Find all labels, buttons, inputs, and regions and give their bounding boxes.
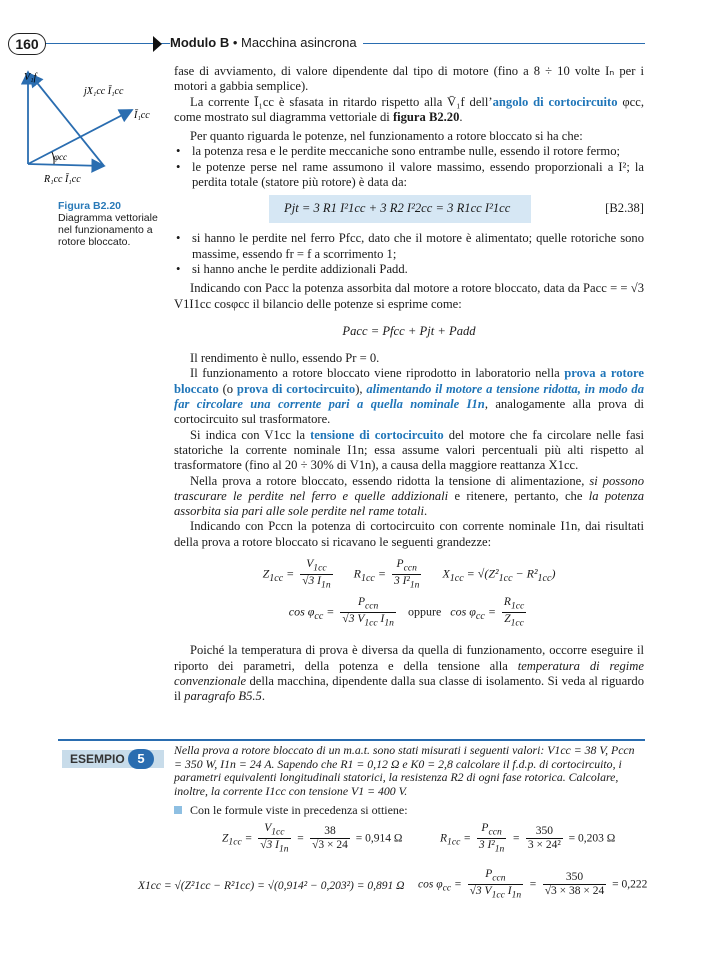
solution-intro: Con le formule viste in precedenza si ottiene: (174, 803, 408, 818)
list-item: • si hanno anche le perdite addizionali Padd. (174, 262, 644, 277)
label-jx: jX₁cc Ī₁cc (84, 86, 124, 97)
paragraph: fase di avviamento, di valore dipendente dal tipo di motore (fino a 8 ÷ 10 volte Iₙ per i motori a gabbia semplice). (174, 64, 644, 94)
paragraph: La corrente Ī₁cc è sfasata in ritardo rispetto alla V̄₁f dell’angolo di cortocircuito φcc, come mostrato sul diagramma vettoriale di figura B2.20. (174, 94, 644, 124)
paragraph: Indicando con Pacc la potenza assorbita dal motore a rotore bloccato, data da Pacc = = √3 V1I1cc cosφcc il bilancio delle potenze si esprime come: (174, 281, 644, 311)
equation: Pjt = 3 R1 I²1cc + 3 R2 I²2cc = 3 R1cc I²1cc (284, 201, 511, 216)
bullet-list (174, 144, 644, 190)
example-rule (58, 739, 645, 741)
header-arrow-icon (153, 36, 162, 52)
example-number: 5 (128, 749, 154, 769)
label-i: Ī₁cc (134, 110, 150, 121)
paragraph: Poiché la temperatura di prova è diversa da quella di funzionamento, occorre eseguire il riporto dei parametri, della potenza e della tensione alla temperatura di regime convenzionale della macchina, dipendente dalla sua classe di isolamento. Si veda al riguardo il paragrafo B5.5. (174, 643, 644, 704)
label-v: V₁f (24, 72, 37, 83)
list-item: • si hanno le perdite nel ferro Pfcc, dato che il motore è alimentato; quelle rotoriche sono massime, essendo fr = f a scorrimento 1; (174, 231, 644, 262)
paragraph: Indicando con Pccn la potenza di cortocircuito con corrente nominale I1n, dai risultati della prova a rotore bloccato si ricavano le seguenti grandezze: (174, 519, 644, 549)
paragraph: Si indica con V1cc la tensione di cortocircuito del motore che fa circolare nelle fasi statoriche la corrente nominale I1n; essa assume valori percentuali più alti rispetto al trasformatore (fino al 20 ÷ 30% di V1n), a causa della maggiore reattanza X1cc. (174, 427, 644, 473)
current-phasor (28, 110, 132, 164)
module-label: Modulo B (170, 35, 230, 50)
resistive-drop-phasor (28, 164, 104, 166)
equation-box (174, 195, 644, 225)
formula-row: $Z_{1cc}$ = $\frac{V_{1cc}}{√3 I_{1n}}$ $R_{1cc}$ = $\frac{P_{ccn}}{3 I^2_{1n}}$ $X_{1cc} = √(Z^2_{1cc} - R^2_{1cc})$ (262, 558, 556, 591)
equation: Pacc = Pfcc + Pjt + Padd (342, 323, 476, 338)
paragraph: Nella prova a rotore bloccato, essendo ridotta la tensione di alimentazione, si possono trascurare le perdite nel ferro e quelle addizionali e ritenere, pertanto, che la potenza assorbita sia pari alle sole perdite nel rame totali. (174, 473, 644, 519)
example-text: Nella prova a rotore bloccato di un m.a.t. sono stati misurati i seguenti valori: V1cc = 38 V, Pccn = 350 W, I1n = 24 A. Sapendo che R1 = 0,12 Ω e K0 = 2,8 calcolare il f.d.p. di cortocircuito, i parametri equivalenti longitudinali statorici, la resistenza R2 di ogni fase rotorica. Calcolare, inoltre, la corrente I1cc con tensione V1 = 400 V. (174, 743, 635, 798)
paragraph: Il funzionamento a rotore bloccato viene riprodotto in laboratorio nella prova a rotore bloccato (o prova di cortocircuito), alimentando il motore a tensione ridotta, in modo da far circolare una corrente pari a quella nominale I1n, analogamente alla prova di cortocircuito sul trasformatore. (174, 366, 645, 427)
x-result: X1cc = √(Z²1cc − R²1cc) = √(0,914² − 0,203²) = 0,891 Ω (138, 880, 405, 892)
list-item: • la potenza resa e le perdite meccaniche sono entrambe nulle, essendo il rotore fermo; (174, 144, 644, 159)
main-text (174, 64, 644, 704)
cos-result: $\cos \varphi_{cc}$ = $\frac{P_{ccn}}{√3 V_{1cc} I_{1n}}$ = $\frac{350}{√3 \times 38 \times 24}$ = 0,222 (418, 868, 648, 901)
caption-title: Figura B2.20 (58, 200, 122, 212)
figure-caption (58, 200, 163, 248)
list-item: • le potenze perse nel rame assumono il valore massimo, essendo proporzionali a I²; la perdita totale (statore più rotore) è data da: (174, 160, 644, 191)
equation-ref: [B2.38] (605, 201, 644, 216)
chapter-title: Macchina asincrona (241, 35, 357, 50)
phasor-diagram (14, 64, 164, 194)
label-phi: φcc (54, 152, 67, 162)
bullet-list (174, 231, 644, 277)
z-result: $Z_{1cc}$ = $\frac{V_{1cc}}{√3 I_{1n}}$ = $\frac{38}{√3 \times 24}$ = 0,914 Ω (222, 822, 403, 855)
label-r: R₁cc Ī₁cc (44, 174, 81, 185)
paragraph: Il rendimento è nullo, essendo Pr = 0. (190, 351, 380, 366)
running-header: Modulo B • Macchina asincrona (170, 35, 363, 50)
page-number: 160 (8, 33, 46, 55)
formula-row: $\cos \varphi_{cc}$ = $\frac{P_{ccn}}{√3 V_{1cc} I_{1n}}$ oppure $\cos \varphi_{cc}$ = $\frac{R_{1cc}}{Z_{1cc}}$ (288, 595, 525, 629)
caption-text: Diagramma vettoriale nel funzionamento a rotore bloccato. (58, 212, 158, 248)
r-result: $R_{1cc}$ = $\frac{P_{ccn}}{3 I^2_{1n}}$ = $\frac{350}{\text{3 × 24²}}$ = 0,203 Ω (440, 822, 616, 855)
example-label: ESEMPIO (62, 750, 164, 768)
bullet-square-icon (174, 806, 182, 814)
paragraph: Per quanto riguarda le potenze, nel funzionamento a rotore bloccato si ha che: (190, 129, 583, 144)
